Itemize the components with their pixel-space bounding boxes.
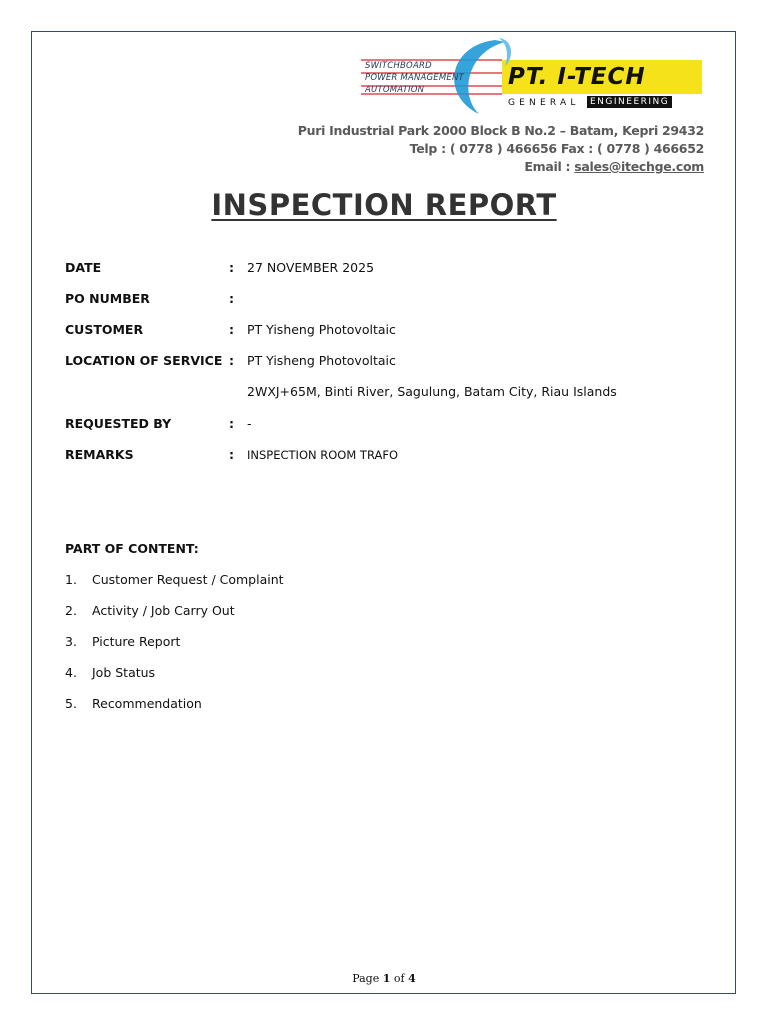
of-word: of <box>393 972 405 985</box>
date-label: DATE <box>65 260 102 275</box>
date-value: 27 NOVEMBER 2025 <box>247 260 375 275</box>
colon: : <box>229 353 234 368</box>
company-logo <box>355 36 705 116</box>
company-address <box>298 122 704 176</box>
email-label: Email : <box>524 159 575 174</box>
page-word: Page <box>352 972 380 985</box>
logo-tagline: POWER MANAGEMENT <box>365 73 464 83</box>
customer-label: CUSTOMER <box>65 322 144 337</box>
email-link[interactable]: sales@itechge.com <box>574 159 704 174</box>
remarks-label: REMARKS <box>65 447 134 462</box>
list-item-text: Activity / Job Carry Out <box>92 603 235 618</box>
page-title: INSPECTION REPORT <box>211 188 557 222</box>
logo-tagline: AUTOMATION <box>365 85 425 95</box>
list-item-text: Job Status <box>92 665 156 680</box>
logo-general: GENERAL <box>508 98 580 108</box>
po-number-label: PO NUMBER <box>65 291 150 306</box>
customer-value: PT Yisheng Photovoltaic <box>247 322 396 337</box>
colon: : <box>229 291 234 306</box>
colon: : <box>229 447 234 462</box>
logo-brand: PT. I-TECH <box>508 64 646 90</box>
phone-fax-line: Telp : ( 0778 ) 466656 Fax : ( 0778 ) 466652 <box>409 141 704 156</box>
list-item-number: 1. <box>65 572 77 587</box>
address-line: Puri Industrial Park 2000 Block B No.2 – Batam, Kepri 29432 <box>297 123 704 138</box>
list-item-text: Recommendation <box>92 696 202 711</box>
current-page: 1 <box>382 972 391 985</box>
list-item-text: Picture Report <box>92 634 181 649</box>
requested-by-label: REQUESTED BY <box>65 416 172 431</box>
location-label: LOCATION OF SERVICE <box>65 353 223 368</box>
contents-heading: PART OF CONTENT: <box>65 541 199 556</box>
email-line <box>298 158 704 176</box>
list-item-text: Customer Request / Complaint <box>92 572 284 587</box>
colon: : <box>229 322 234 337</box>
colon: : <box>229 260 234 275</box>
location-value: PT Yisheng Photovoltaic <box>247 353 396 368</box>
total-pages: 4 <box>408 972 416 985</box>
list-item-number: 2. <box>65 603 77 618</box>
list-item-number: 4. <box>65 665 77 680</box>
list-item-number: 5. <box>65 696 77 711</box>
requested-by-value: - <box>247 416 252 431</box>
remarks-value: INSPECTION ROOM TRAFO <box>247 448 399 462</box>
location-address-value: 2WXJ+65M, Binti River, Sagulung, Batam City, Riau Islands <box>247 384 617 399</box>
page-number <box>0 972 768 985</box>
logo-engineering: ENGINEERING <box>587 96 672 108</box>
logo-tagline: SWITCHBOARD <box>365 61 432 71</box>
colon: : <box>229 416 234 431</box>
list-item-number: 3. <box>65 634 77 649</box>
